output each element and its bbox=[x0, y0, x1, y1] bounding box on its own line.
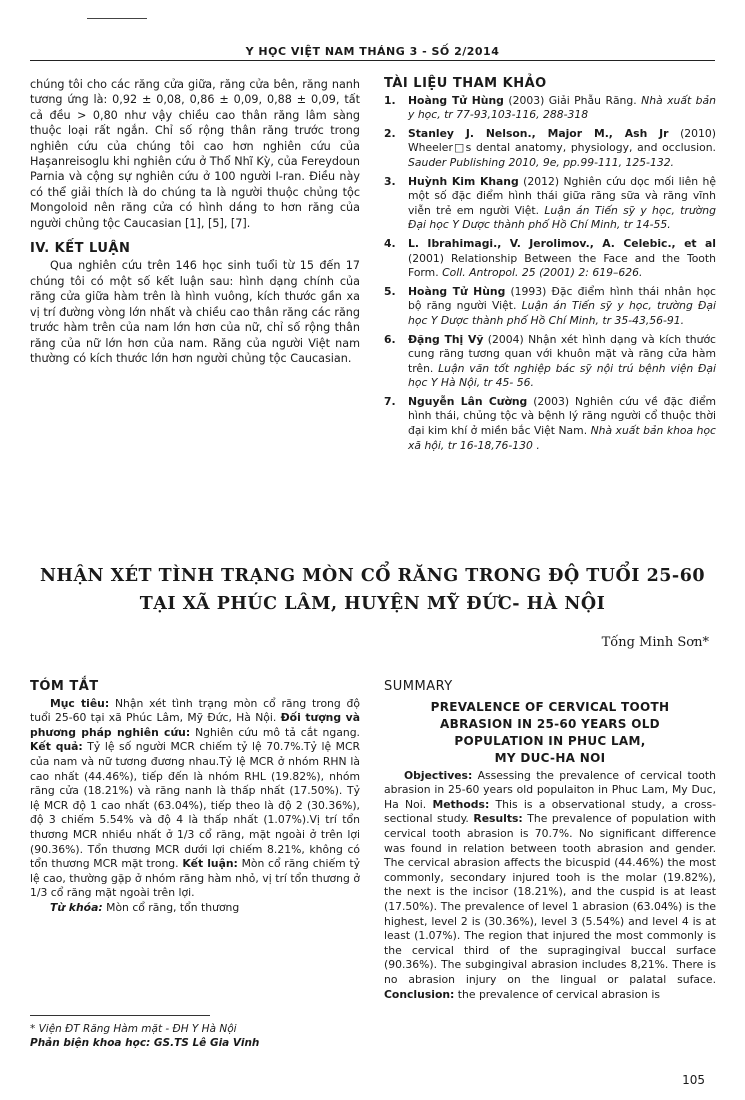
reference-text: (2003) Nghiên cứu về đặc điểm hình thái, chủng tộc và bệnh lý răng người cổ thuộc thời đại kim khí ở miền bắc Việt Nam. bbox=[408, 394, 717, 438]
summary-heading: SUMMARY bbox=[384, 679, 453, 694]
reference-number: 3. bbox=[384, 174, 396, 188]
abstract-en-column bbox=[384, 680, 716, 1002]
reference-source: Luận án Tiến sỹ y học, trường Đại học Y Dược thành phố Hồ Chí Minh, tr 35-43,56-91. bbox=[408, 299, 716, 327]
reference-text: (2003) Giải Phẫu Răng. bbox=[503, 93, 642, 107]
article-title-line1: NHẬN XÉT TÌNH TRẠNG MÒN CỔ RĂNG TRONG ĐỘ TUỔI 25-60 bbox=[39, 566, 706, 586]
reference-author: Hoàng Tử Hùng bbox=[408, 93, 504, 107]
reference-author: Huỳnh Kim Khang bbox=[408, 174, 519, 188]
reference-source: Coll. Antropol. 25 (2001) 2: 619–626. bbox=[442, 266, 643, 280]
conclusion-heading: IV. KẾT LUẬN bbox=[30, 241, 131, 257]
abstract-vi-keywords bbox=[30, 901, 360, 916]
reference-author: Nguyễn Lân Cường bbox=[408, 394, 528, 408]
summary-title bbox=[384, 699, 716, 767]
reference-text: (2001) Relationship Between the Face and the Tooth Form. bbox=[408, 251, 716, 280]
text-en-results: The prevalence of population with cervical tooth abrasion is 70.7%. No significant difference was found in relation between tooth abrasion and gender. The cervical abrasion affects the bicuspid (44.46%) the most commonly, secondary injured tooh is the molar (19.82%), the next is the incisor (18.21%), and the cuspid is at least (17.50%). The prevalence of level 1 abrasion (63.04%) is the highest, level 2 is (30.36%), level 3 (5.54%) and level 4 is at least (1.07%). The region that injured the most commonly is the cervical third of the supragingival buccal surface (90.36%). The subgingival abrasion includes 8,21%. There is no abrasion injury on the lingual or palatal suface. bbox=[384, 812, 716, 986]
label-results: Kết quả: bbox=[30, 740, 83, 754]
references-heading: TÀI LIỆU THAM KHẢO bbox=[384, 76, 547, 91]
header-rule bbox=[30, 60, 715, 61]
abstract-vi-body bbox=[30, 697, 360, 901]
text-conclusion: Mòn cổ răng chiếm tỷ lệ cao, thường gặp ở nhóm răng hàm nhỏ, vị trí tổn thương ở 1/3 cổ răng mặt ngoài trên lợi. bbox=[30, 857, 360, 900]
reference-source: Luận văn tốt nghiệp bác sỹ nội trú bệnh viện Đại học Y Hà Nội, tr 45- 56. bbox=[408, 361, 716, 390]
text-en-conclusion: the prevalence of cervical abrasion is bbox=[454, 987, 661, 1001]
label-conclusion: Kết luận: bbox=[182, 857, 238, 871]
reference-item bbox=[384, 127, 716, 171]
summary-title-line2: ABRASION IN 25-60 YEARS OLD bbox=[440, 716, 660, 731]
reference-number: 4. bbox=[384, 236, 396, 250]
reference-author: L. Ibrahimagi., V. Jerolimov., A. Celebic., et al bbox=[408, 236, 716, 250]
reference-source: Sauder Publishing 2010, 9e, pp.99-111, 125-132. bbox=[408, 155, 674, 169]
label-en-objectives: Objectives: bbox=[404, 768, 473, 782]
label-en-conclusion: Conclusion: bbox=[384, 987, 455, 1001]
label-en-methods: Methods: bbox=[432, 797, 490, 811]
abstract-vi-column bbox=[30, 680, 360, 916]
reference-author: Hoàng Tử Hùng bbox=[408, 284, 506, 298]
footnote-affiliation: * Viện ĐT Răng Hàm mặt - ĐH Y Hà Nội bbox=[30, 1023, 237, 1035]
summary-title-line4: MY DUC-HA NOI bbox=[494, 750, 606, 765]
reference-number: 6. bbox=[384, 332, 396, 346]
summary-body bbox=[384, 769, 716, 1003]
article-author: Tống Minh Sơn* bbox=[601, 635, 709, 650]
summary-title-line1: PREVALENCE OF CERVICAL TOOTH bbox=[430, 699, 670, 714]
running-header: Y HỌC VIỆT NAM THÁNG 3 - SỐ 2/2014 bbox=[245, 45, 500, 58]
conclusion-paragraph: Qua nghiên cứu trên 146 học sinh tuổi từ 15 đến 17 chúng tôi có một số kết luận sau: hình dạng chính của răng cửa giữa hàm trên là hình vuông, kích thước gần xa vị trí đường vòng lớn nhất và chiều cao thân răng các răng trước hàm trên của nam lớn hơn của nữ, chỉ số rộng thân răng của nữ lớn hơn của nam. Răng của người Việt nam thường có kích thước lớn hơn người chủng tộc Caucasian. bbox=[30, 259, 360, 365]
reference-text: (1993) Đặc điểm hình thái nhân học bộ răng người Việt. bbox=[408, 284, 716, 313]
label-en-results: Results: bbox=[473, 812, 523, 826]
top-decorative-line bbox=[87, 18, 147, 19]
text-objective: Nhận xét tình trạng mòn cổ răng trong độ tuổi 25-60 tại xã Phúc Lâm, Mỹ Đức, Hà Nội. bbox=[30, 696, 361, 725]
reference-item bbox=[384, 237, 716, 281]
reference-source: Nhà xuất bản khoa học xã hội, tr 16-18,76-130 . bbox=[408, 424, 716, 452]
footnote-reviewer: Phản biện khoa học: GS.TS Lê Gia Vinh bbox=[30, 1037, 260, 1049]
reference-author: Stanley J. Nelson., Major M., Ash Jr bbox=[408, 126, 669, 140]
reference-text: (2004) Nhận xét hình dạng và kích thước cung răng tương quan với khuôn mặt và răng cửa hàm trên. bbox=[408, 332, 716, 375]
references-column bbox=[384, 77, 716, 457]
references-list bbox=[384, 94, 716, 454]
reference-source: Luận án Tiến sỹ y học, trường Đại học Y Dược thành phố Hồ Chí Minh, tr 14-55. bbox=[408, 203, 716, 232]
reference-item bbox=[384, 395, 716, 453]
footnote bbox=[30, 1022, 259, 1050]
reference-number: 2. bbox=[384, 126, 396, 140]
text-results: Tỷ lệ số người MCR chiếm tỷ lệ 70.7%.Tỷ lệ MCR của nam và nữ tương đương nhau.Tỷ lệ MCR ở nhóm RHN là cao nhất (44.46%), tiếp đến là nhóm RHL (19.82%), nhóm răng cửa (18.21%) và răng nanh là thấp nhất (17.50%). Tỷ lệ MCR độ 1 cao nhất (63.04%), tiếp theo là độ 2 (30.36%), độ 3 chiếm 5.54% và độ 4 là thấp nhất (1.07%).Vị trí tổn thương MCR nhiều nhất ở 1/3 cổ răng, mặt ngoài ở trên lợi (90.36%). Tổn thương MCR dưới lợi chiếm 8.21%, không có tổn thương MCR mặt trong. bbox=[30, 740, 360, 871]
reference-item bbox=[384, 285, 716, 329]
article-title-line2: TẠI XÃ PHÚC LÂM, HUYỆN MỸ ĐỨC- HÀ NỘI bbox=[139, 594, 606, 614]
reference-number: 7. bbox=[384, 394, 396, 408]
reference-number: 1. bbox=[384, 93, 396, 107]
reference-source: Nhà xuất bản y học, tr 77-93,103-116, 288-318 bbox=[408, 93, 716, 122]
reference-number: 5. bbox=[384, 284, 396, 298]
reference-item bbox=[384, 175, 716, 233]
reference-text: (2010) Wheeler□s dental anatomy, physiology, and occlusion. bbox=[408, 126, 716, 155]
page-number: 105 bbox=[682, 1073, 705, 1087]
summary-title-line3: POPULATION IN PHUC LAM, bbox=[454, 733, 646, 748]
reference-author: Đặng Thị Vỹ bbox=[408, 332, 484, 346]
upper-left-column bbox=[30, 77, 360, 366]
label-keywords: Từ khóa: bbox=[50, 900, 103, 914]
text-en-objectives: Assessing the prevalence of cervical tooth abrasion in 25-60 years old populaiton in Phuc Lam, My Duc, Ha Noi. bbox=[384, 768, 716, 811]
reference-item bbox=[384, 94, 716, 123]
abstract-vi-heading: TÓM TẮT bbox=[30, 679, 99, 694]
discussion-paragraph: chúng tôi cho các răng cửa giữa, răng cửa bên, răng nanh tương ứng là: 0,92 ± 0,08, 0,86 ± 0,09, 0,88 ± 0,09, tất cả đều > 0,80 như vậy chiều cao thân răng lâm sàng thuộc loại rất ngắn. Chỉ số rộng thân răng trước trong nghiên cứu của chúng tôi cao hơn nghiên cứu của Haşanreisoglu khi nghiên cứu ở Thổ Nhĩ Kỳ, của Fereydoun Parnia và cộng sự nghiên cứu ở 100 người I-ran. Điều này có thể giải thích là do chúng ta là người thuộc chủng tộc Mongoloid nên răng cửa có hình dáng to hơn răng của người chủng tộc Caucasian [1], [5], [7]. bbox=[30, 78, 360, 230]
reference-item bbox=[384, 333, 716, 391]
footnote-rule bbox=[30, 1015, 210, 1016]
text-methods: Nghiên cứu mô tả cắt ngang. bbox=[190, 725, 360, 739]
label-objective: Mục tiêu: bbox=[50, 696, 110, 710]
text-keywords: Mòn cổ răng, tổn thương bbox=[102, 900, 240, 914]
text-en-methods: This is a observational study, a cross-sectional study. bbox=[384, 797, 716, 826]
label-methods: Đối tượng và phương pháp nghiên cứu: bbox=[30, 711, 361, 739]
reference-text: (2012) Nghiên cứu dọc mối liên hệ một số đặc điểm hình thái giữa răng sữa và răng vĩnh viễn trẻ em người Việt. bbox=[408, 174, 716, 217]
